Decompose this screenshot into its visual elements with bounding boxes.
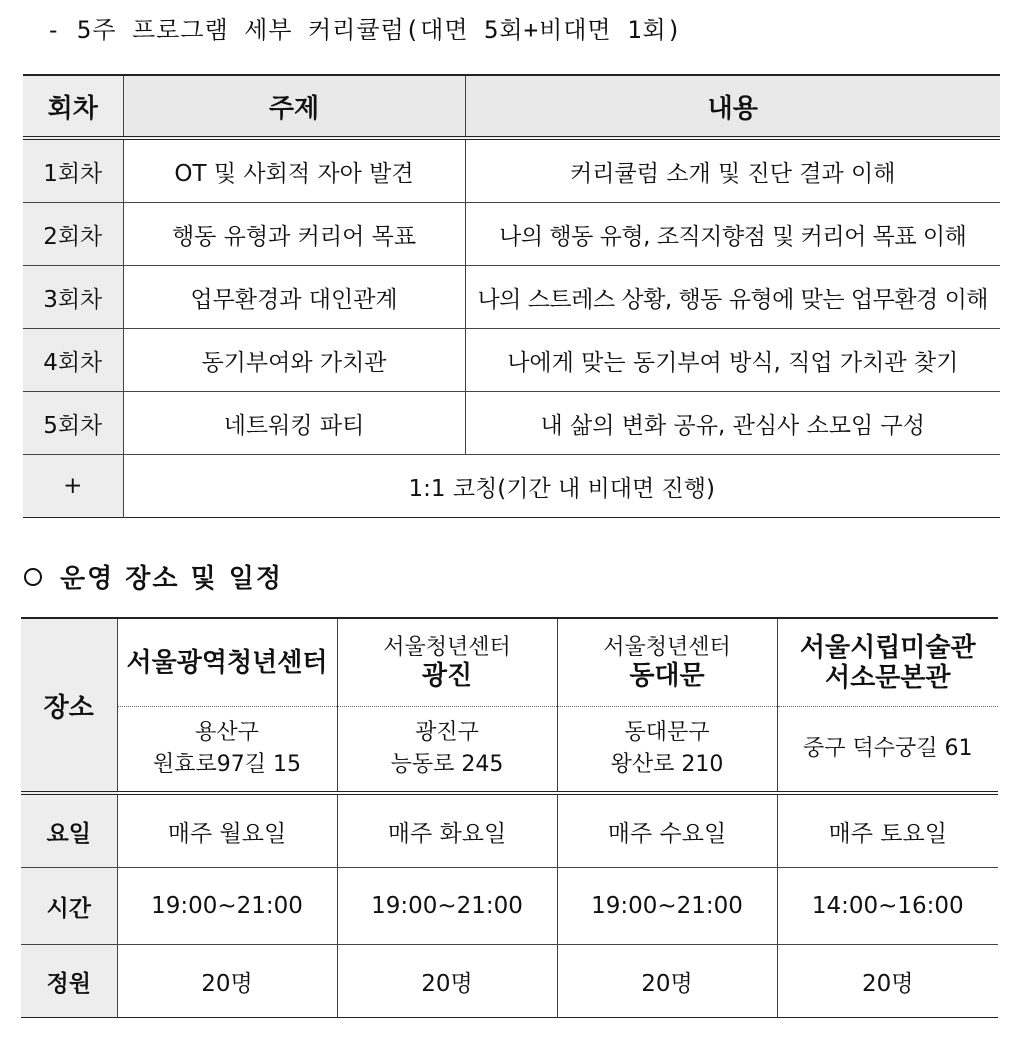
capacity-row xyxy=(21,945,998,1018)
venue-org: 서울시립미술관 xyxy=(799,632,976,663)
venue-name-cell xyxy=(557,618,777,707)
topic-cell: OT 및 사회적 자아 발견 xyxy=(123,138,465,203)
content-cell: 나에게 맞는 동기부여 방식, 직업 가치관 찾기 xyxy=(465,329,1000,392)
venue-org: 서울청년센터 xyxy=(383,634,511,660)
capacity-cell: 20명 xyxy=(777,945,998,1018)
venue-address-row xyxy=(21,707,998,794)
topic-cell: 행동 유형과 커리어 목표 xyxy=(123,203,465,266)
table-row xyxy=(23,266,1000,329)
address-line: 동대문구 xyxy=(624,720,710,745)
document-title: - 5주 프로그램 세부 커리큘럼(대면 5회+비대면 1회) xyxy=(46,16,683,44)
venue-name-cell xyxy=(337,618,557,707)
content-cell: 커리큘럼 소개 및 진단 결과 이해 xyxy=(465,138,1000,203)
venue-address-cell xyxy=(777,707,998,794)
content-cell: 1:1 코칭(기간 내 비대면 진행) xyxy=(123,455,1000,518)
label-capacity: 정원 xyxy=(21,945,117,1018)
section-title: 운영 장소 및 일정 xyxy=(60,564,283,594)
time-cell: 19:00~21:00 xyxy=(337,868,557,945)
address-line: 광진구 xyxy=(415,720,479,745)
time-cell: 14:00~16:00 xyxy=(777,868,998,945)
address-line: 원효로97길 15 xyxy=(153,752,301,777)
topic-cell: 네트워킹 파티 xyxy=(123,392,465,455)
time-cell: 19:00~21:00 xyxy=(117,868,337,945)
table-row xyxy=(23,203,1000,266)
table-row xyxy=(23,329,1000,392)
session-cell: 5회차 xyxy=(23,392,123,455)
content-cell: 나의 스트레스 상황, 행동 유형에 맞는 업무환경 이해 xyxy=(465,266,1000,329)
address-line: 능동로 245 xyxy=(390,752,504,777)
header-session: 회차 xyxy=(23,75,123,138)
venue-org: 서울청년센터 xyxy=(603,634,731,660)
session-cell: 2회차 xyxy=(23,203,123,266)
session-cell: 3회차 xyxy=(23,266,123,329)
content-cell: 나의 행동 유형, 조직지향점 및 커리어 목표 이해 xyxy=(465,203,1000,266)
session-cell: 4회차 xyxy=(23,329,123,392)
label-day: 요일 xyxy=(21,793,117,868)
capacity-cell: 20명 xyxy=(117,945,337,1018)
label-place: 장소 xyxy=(21,618,117,793)
circle-bullet-icon xyxy=(24,568,42,586)
venue-name: 동대문 xyxy=(629,660,705,691)
table-row-extra xyxy=(23,455,1000,518)
address-line: 중구 덕수궁길 61 xyxy=(803,736,973,761)
content-cell: 내 삶의 변화 공유, 관심사 소모임 구성 xyxy=(465,392,1000,455)
label-time: 시간 xyxy=(21,868,117,945)
day-cell: 매주 월요일 xyxy=(117,793,337,868)
venue-name-cell xyxy=(777,618,998,707)
table-row xyxy=(23,138,1000,203)
session-cell: 1회차 xyxy=(23,138,123,203)
day-cell: 매주 수요일 xyxy=(557,793,777,868)
topic-cell: 동기부여와 가치관 xyxy=(123,329,465,392)
section-heading xyxy=(24,558,283,595)
time-row xyxy=(21,868,998,945)
header-topic: 주제 xyxy=(123,75,465,138)
venue-name-row xyxy=(21,618,998,707)
venue-address-cell xyxy=(337,707,557,794)
session-cell: + xyxy=(23,455,123,518)
venue-name: 광진 xyxy=(421,660,473,691)
venue-name-cell xyxy=(117,618,337,707)
address-line: 왕산로 210 xyxy=(610,752,724,777)
day-cell: 매주 토요일 xyxy=(777,793,998,868)
day-row xyxy=(21,793,998,868)
topic-cell: 업무환경과 대인관계 xyxy=(123,266,465,329)
venue-address-cell xyxy=(557,707,777,794)
header-content: 내용 xyxy=(465,75,1000,138)
curriculum-header-row xyxy=(23,75,1000,138)
curriculum-table xyxy=(23,74,1000,518)
capacity-cell: 20명 xyxy=(557,945,777,1018)
table-row xyxy=(23,392,1000,455)
venue-name: 서소문본관 xyxy=(824,662,951,693)
venue-name: 서울광역청년센터 xyxy=(126,647,328,678)
address-line: 용산구 xyxy=(195,720,259,745)
schedule-table xyxy=(21,617,998,1018)
time-cell: 19:00~21:00 xyxy=(557,868,777,945)
capacity-cell: 20명 xyxy=(337,945,557,1018)
venue-address-cell xyxy=(117,707,337,794)
day-cell: 매주 화요일 xyxy=(337,793,557,868)
